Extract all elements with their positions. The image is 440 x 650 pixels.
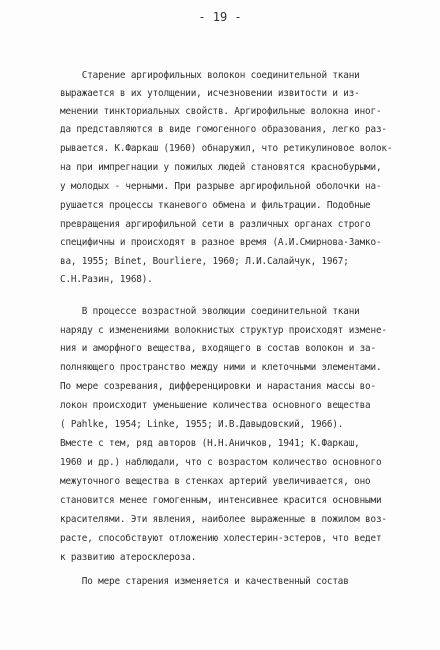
text-line: локон происходит уменьшение количества основного вещества	[60, 400, 371, 411]
text-line: становится менее гомогенным, интенсивнее красится основными	[60, 495, 382, 506]
text-line: специфичны и происходят в разное время (А.И.Смирнова-Замко-	[60, 237, 382, 248]
text-line: Старение аргирофильных волокон соединительной ткани	[60, 70, 360, 81]
text-line: менении тинкториальных свойств. Аргирофильные волокна иног-	[60, 106, 382, 117]
text-line: превращения аргирофильной сети в различных органах строго	[60, 219, 371, 230]
text-line: рывается. К.Фаркаш (1960) обнаружил, что ретикулиновое волок-	[60, 143, 393, 154]
text-line: у молодых - черными. При разрыве аргирофильной оболочки на-	[60, 181, 382, 192]
text-line: к развитию атеросклероза.	[60, 552, 197, 563]
text-line: межуточного вещества в стенках артерий увеличивается, оно	[60, 476, 371, 487]
page-number: - 19 -	[198, 10, 242, 24]
text-line: на при импрегнации у пожилых людей становятся краснобурыми,	[60, 162, 382, 173]
text-line: выражается в их утолщении, исчезновении извитости и из-	[60, 88, 360, 99]
text-line: ния и аморфного вещества, входящего в состав волокон и за-	[60, 343, 376, 354]
text-line: рушается процессы тканевого обмена и фильтрации. Подобные	[60, 200, 371, 211]
text-line: расте, способствуют отложению холестерин-эстеров, что ведет	[60, 533, 382, 544]
text-line: полняющего пространство между ними и клеточными элементами.	[60, 362, 382, 373]
text-line: наряду с изменениями волокнистых структур происходят измене-	[60, 325, 387, 336]
text-line: красителями. Эти явления, наиболее выраженные в пожилом воз-	[60, 514, 387, 525]
text-line: С.Н.Разин, 1968).	[60, 274, 153, 285]
text-line: ( Pahlke, 1954; Linke, 1955; И.В.Давыдовский, 1966).	[60, 419, 344, 430]
text-line: Вместе с тем, ряд авторов (Н.Н.Аничков, 1941; К.Фаркаш,	[60, 438, 360, 449]
text-line: да представляются в виде гомогенного образования, легко раз-	[60, 124, 387, 135]
text-line: ва, 1955; Binet, Bourliere, 1960; Л.И.Салайчук, 1967;	[60, 256, 349, 267]
text-line: По мере старения изменяется и качественный состав	[60, 576, 349, 587]
text-line: В процессе возрастной эволюции соединительной ткани	[60, 306, 360, 317]
text-line: По мере созревания, дифференцировки и нарастания массы во-	[60, 381, 376, 392]
text-line: 1960 и др.) наблюдали, что с возрастом количество основного	[60, 457, 382, 468]
